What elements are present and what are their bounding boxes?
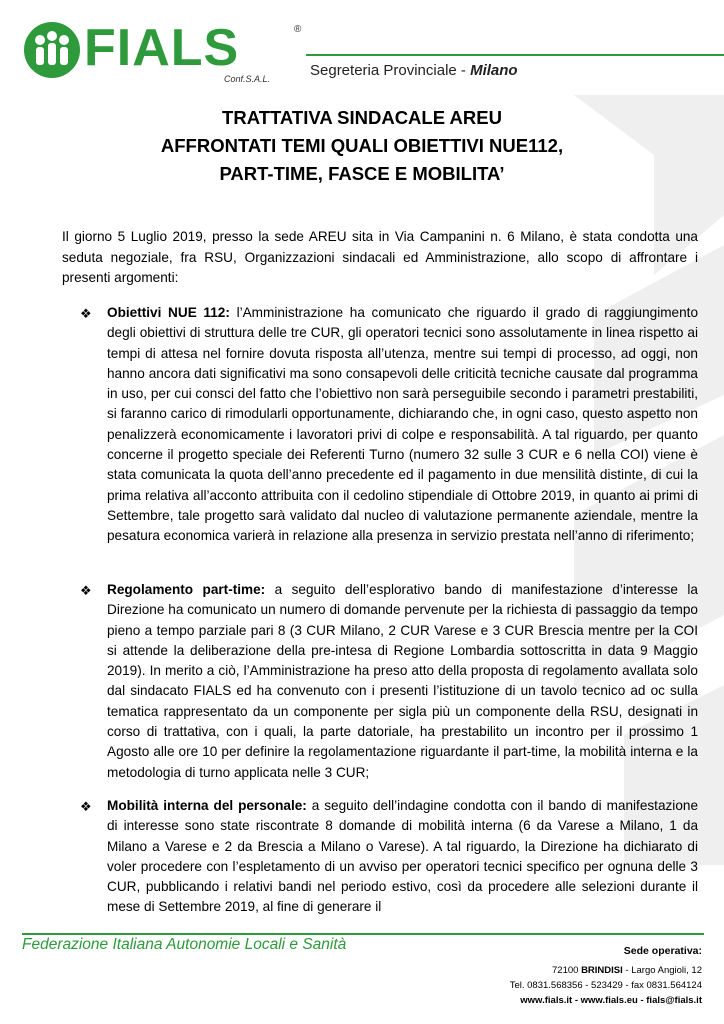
list-item-mobilita — [80, 796, 698, 918]
fials-logo-emblem — [24, 22, 80, 78]
federation-name: Federazione Italiana Autonomie Locali e Sanità — [22, 936, 347, 953]
title-line-1: TRATTATIVA SINDACALE AREU — [222, 107, 502, 128]
intro-paragraph: Il giorno 5 Luglio 2019, presso la sede AREU sita in Via Campanini n. 6 Milano, è stata condotta una seduta negoziale, fra RSU, Organizzazioni sindacali ed Amministrazione, allo scopo di affrontare i presenti argomenti: — [62, 229, 698, 285]
phones: Tel. 0831.568356 - 523429 - fax 0831.564124 — [509, 980, 702, 991]
fials-logo-wordmark: FIALS — [84, 19, 240, 77]
title-line-2: AFFRONTATI TEMI QUALI OBIETTIVI NUE112, — [160, 135, 564, 156]
diamond-bullet-icon: ❖ — [80, 799, 92, 814]
item-heading: Mobilità interna del personale: — [107, 798, 307, 813]
segreteria-label: Segreteria Provinciale - Milano — [310, 62, 518, 79]
footer-contacts — [510, 944, 702, 1008]
header-rule — [306, 54, 724, 56]
item-body: a seguito dell’esplorativo bando di manifestazione d’interesse la Direzione ha comunicato un numero di domande pervenute per la richiesta di passaggio da tempo pieno a tempo parziale pari 8 (3 CUR Milano, 2 CUR Varese e 3 CUR Brescia mentre per la COI si attende la deliberazione della pre-intesa di Regione Lombardia sottoscritta in data 9 Maggio 2019). In merito a ciò, l’Amministrazione ha preso atto della proposta di regolamento avallata solo dal sindacato FIALS ed ha convenuto con i presenti l’istituzione di un tavolo tecnico ad oc sulla tematica rappresentato da un componente per sigla più un componente della RSU, designati in corso di trattativa, con i quali, la parte datoriale, ha prestabilito un incontro per il prossimo 1 Agosto alle ore 10 per definire la regolamentazione riguardante il part-time, la mobilità interna e la metodologia di turno applicata nelle 3 CUR; — [107, 582, 698, 780]
item-body: a seguito dell’indagine condotta con il bando di manifestazione di interesse sono state riscontrate 8 domande di mobilità interna (6 da Varese a Milano, 1 da Milano a Varese e 2 da Brescia a Milano o Varese). A tal riguardo, la Direzione ha dichiarato di voler procedere con l’espletamento di un avviso per operatori tecnici specifico per ognuna delle 3 CUR, pubblicando i relativi bandi nel periodo estivo, così da procedere alle selezioni durante il mese di Settembre 2019, al fine di generare il — [107, 798, 699, 915]
list-item-obiettivi — [80, 303, 698, 547]
title-line-3: PART-TIME, FASCE E MOBILITA’ — [219, 163, 505, 184]
item-heading: Regolamento part-time: — [107, 582, 266, 597]
registered-mark: ® — [294, 24, 302, 35]
item-body: l’Amministrazione ha comunicato che riguardo il grado di raggiungimento degli obiettivi di struttura delle tre CUR, gli operatori tecnici sono assolutamente in linea rispetto ai tempi di attesa nel fornire dovuta risposta all’utenza, mentre sui tempi di processo, ad oggi, non hanno ancora dati significativi ma sono consapevoli delle criticità tecniche causate dal programma in uso, per cui consci del fatto che l’obiettivo non sarà perseguibile secondo i parametri prestabiliti, si faranno carico di rimodularli opportunamente, dichiarando che, in ogni caso, questo aspetto non penalizzerà economicamente i lavoratori privi di colpe e responsabilità. A tal riguardo, per quanto concerne il progetto speciale dei Referenti Turno (numero 32 sulle 3 CUR e 6 nella COI) viene è stata comunicata la quota dell’anno precedente ed il pagamento in due mensilità distinte, di cui la prima relativa all’acconto attribuita con il cedolino stipendiale di Ottobre 2019, in quanto ai primi di Settembre, tale progetto sarà validato dal nucleo di valutazione permanente aziendale, mentre la pesatura economica varierà in relazione alla presenza in servizio prestata nell’anno di riferimento; — [107, 305, 698, 544]
footer-rule — [22, 933, 704, 935]
sede-label: Sede operativa: — [623, 945, 702, 957]
confsal-label: Conf.S.A.L. — [224, 74, 271, 84]
list-item-part-time — [80, 580, 698, 783]
document-title — [90, 104, 634, 188]
web-links[interactable]: www.fials.it - www.fials.eu - fials@fials.it — [520, 995, 702, 1006]
address: 72100 BRINDISI - Largo Angioli, 12 — [552, 965, 702, 976]
letterhead — [24, 18, 704, 88]
diamond-bullet-icon: ❖ — [80, 583, 92, 598]
diamond-bullet-icon: ❖ — [80, 306, 92, 321]
item-heading: Obiettivi NUE 112: — [107, 305, 230, 320]
